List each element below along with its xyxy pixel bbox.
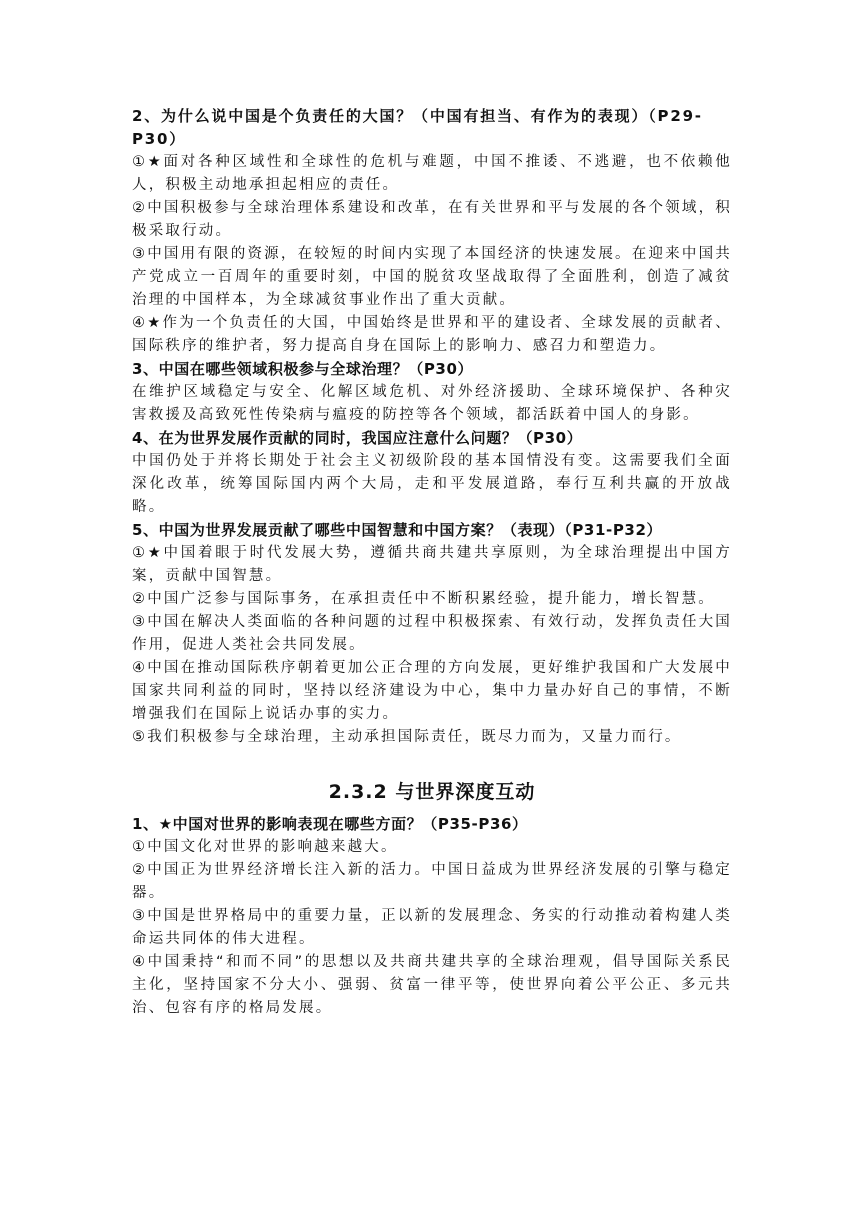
question-block-4 [132,427,732,519]
question-heading: 1、★中国对世界的影响表现在哪些方面？（P35-P36） [132,815,528,833]
answer-paragraph: ①中国文化对世界的影响越来越大。 [132,839,398,855]
answer-paragraph: ⑤我们积极参与全球治理，主动承担国际责任，既尽力而为，又量力而行。 [132,729,682,745]
answer-paragraph: ②中国广泛参与国际事务，在承担责任中不断积累经验，提升能力，增长智慧。 [132,591,715,607]
question-block-5 [132,519,732,749]
answer-paragraph: 在维护区域稳定与安全、化解区域危机、对外经济援助、全球环境保护、各种灾害救援及高致死性传染病与瘟疫的防控等各个领域，都活跃着中国人的身影。 [132,384,732,423]
question-block-next-1 [132,813,732,1020]
question-block-3 [132,358,732,427]
answer-paragraph: ③中国是世界格局中的重要力量，正以新的发展理念、务实的行动推动着构建人类命运共同体的伟大进程。 [132,908,732,947]
answer-paragraph: ④中国秉持“和而不同”的思想以及共商共建共享的全球治理观，倡导国际关系民主化，坚持国家不分大小、强弱、贫富一律平等，使世界向着公平公正、多元共治、包容有序的格局发展。 [132,954,732,1016]
answer-paragraph: ②中国正为世界经济增长注入新的活力。中国日益成为世界经济发展的引擎与稳定器。 [132,862,732,901]
answer-paragraph: ③中国用有限的资源，在较短的时间内实现了本国经济的快速发展。在迎来中国共产党成立一百周年的重要时刻，中国的脱贫攻坚战取得了全面胜利，创造了减贫治理的中国样本，为全球减贫事业作出了重大贡献。 [132,246,732,308]
answer-paragraph: ④中国在推动国际秩序朝着更加公正合理的方向发展，更好维护我国和广大发展中国家共同利益的同时，坚持以经济建设为中心，集中力量办好自己的事情，不断增强我们在国际上说话办事的实力。 [132,660,732,722]
answer-paragraph: ①★中国着眼于时代发展大势，遵循共商共建共享原则，为全球治理提出中国方案，贡献中国智慧。 [132,545,732,584]
question-block-2 [132,105,732,358]
question-heading: 2、为什么说中国是个负责任的大国？（中国有担当、有作为的表现）（P29-P30） [132,107,703,148]
answer-paragraph: 中国仍处于并将长期处于社会主义初级阶段的基本国情没有变。这需要我们全面深化改革，统筹国际国内两个大局，走和平发展道路，奉行互利共赢的开放战略。 [132,453,732,515]
answer-paragraph: ③中国在解决人类面临的各种问题的过程中积极探索、有效行动，发挥负责任大国作用，促进人类社会共同发展。 [132,614,732,653]
document-page [132,105,732,1020]
question-heading: 4、在为世界发展作贡献的同时，我国应注意什么问题？（P30） [132,429,583,447]
question-heading: 5、中国为世界发展贡献了哪些中国智慧和中国方案？（表现）（P31-P32） [132,521,663,539]
question-heading: 3、中国在哪些领域积极参与全球治理？（P30） [132,360,474,378]
answer-paragraph: ④★作为一个负责任的大国，中国始终是世界和平的建设者、全球发展的贡献者、国际秩序的维护者，努力提高自身在国际上的影响力、感召力和塑造力。 [132,315,732,354]
section-heading: 2.3.2 与世界深度互动 [328,781,536,803]
answer-paragraph: ①★面对各种区域性和全球性的危机与难题，中国不推诿、不逃避，也不依赖他人，积极主动地承担起相应的责任。 [132,154,732,193]
answer-paragraph: ②中国积极参与全球治理体系建设和改革，在有关世界和平与发展的各个领域，积极采取行动。 [132,200,732,239]
